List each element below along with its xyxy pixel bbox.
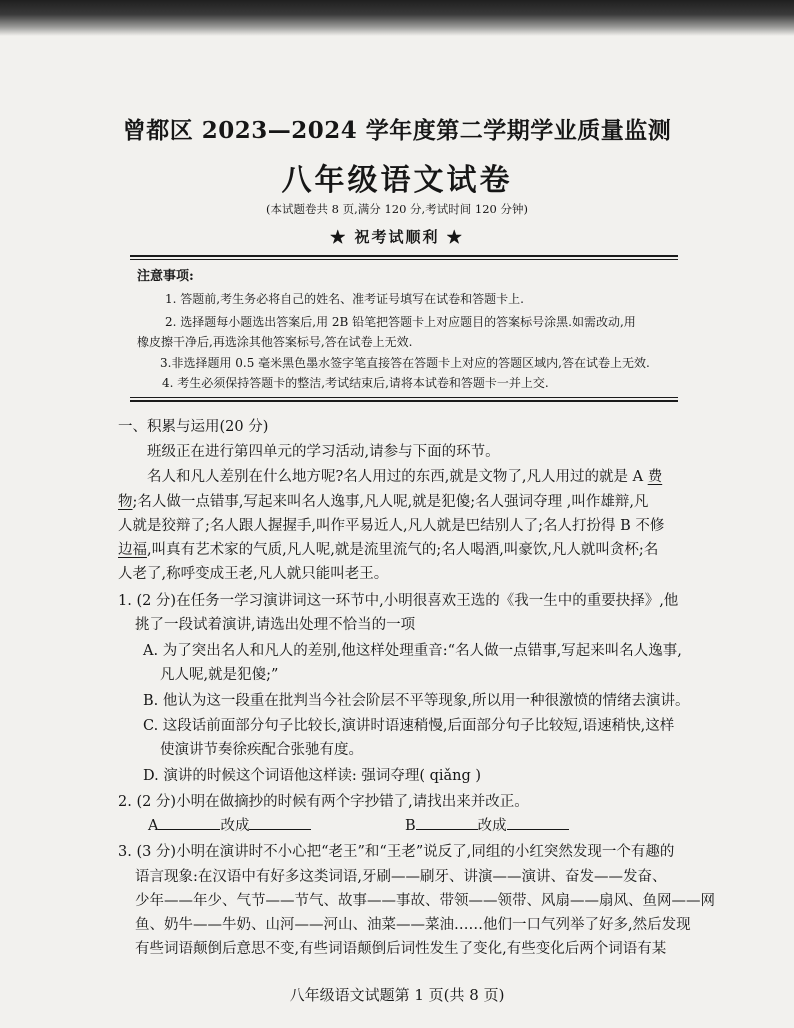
q2-fix-label: 改成 [220, 818, 250, 834]
q1-option-a: A. 为了突出名人和凡人的差别,他这样处理重音:“名人做一点错事,写起来叫名人逸事, [143, 643, 682, 659]
q1-option-c-cont: 使演讲节奏徐疾配合张驰有度。 [160, 742, 363, 758]
section1-heading: 一、积累与运用(20 分) [118, 419, 269, 435]
q3-line-5: 有些词语颠倒后意思不变,有些词语颠倒后词性发生了变化,有些变化后两个词语有某 [135, 941, 667, 957]
passage-underlined-b: 边福 [118, 542, 147, 558]
notice-line-5: 4. 考生必须保持答题卡的整洁,考试结束后,请将本试卷和答题卡一并上交. [162, 376, 549, 390]
q3-line-3: 少年——年少、气节——节气、故事——事故、带领——领带、风扇——扇风、鱼网——网 [135, 893, 715, 909]
passage-line-5: 人老了,称呼变成王老,凡人就只能叫老王。 [118, 566, 389, 582]
good-luck-banner: ★ 祝考试顺利 ★ [330, 228, 464, 246]
exam-note: (本试题卷共 8 页,满分 120 分,考试时间 120 分钟) [266, 202, 528, 216]
q1-option-a-cont: 凡人呢,就是犯傻;” [160, 667, 279, 683]
q3-line-4: 鱼、奶牛——牛奶、山河——河山、油菜——菜油……他们一口气列举了好多,然后发现 [135, 917, 691, 933]
q2-blank-b-correct[interactable] [507, 815, 569, 830]
q3-line-2: 语言现象:在汉语中有好多这类词语,牙刷——刷牙、讲演——演讲、奋发——发奋、 [135, 869, 667, 885]
passage-line-1 [147, 465, 662, 486]
q1-stem-line-2: 挑了一段试着演讲,请选出处理不恰当的一项 [135, 617, 416, 633]
q1-option-d: D. 演讲的时候这个词语他这样读: 强词夺理( qiǎng ) [143, 768, 482, 784]
page-footer: 八年级语文试题第 1 页(共 8 页) [289, 986, 505, 1004]
notice-line-3: 橡皮擦干净后,再选涂其他答案标号,答在试卷上无效. [137, 335, 413, 349]
q2-stem: 2. (2 分)小明在做摘抄的时候有两个字抄错了,请找出来并改正。 [118, 794, 529, 810]
notice-bottom-rule-thick [130, 400, 678, 402]
notice-line-1: 1. 答题前,考生务必将自己的姓名、准考证号填写在试卷和答题卡上. [165, 292, 524, 306]
q2-blank-b-wrong[interactable] [416, 815, 478, 830]
passage-line-3: 人就是狡辩了;名人跟人握握手,叫作平易近人,凡人就是巴结别人了;名人打扮得 B 不修 [118, 518, 665, 534]
q2-fix-label: 改成 [477, 818, 507, 834]
q2-blank-a-correct[interactable] [249, 815, 311, 830]
notice-top-rule-thin [130, 259, 678, 260]
passage-text: ;名人做一点错事,写起来叫名人逸事,凡人呢,就是犯傻;名人强词夺理 ,叫作雄辩,凡 [132, 494, 649, 510]
passage-line-4 [118, 538, 658, 559]
passage-text: ,叫真有艺术家的气质,凡人呢,就是流里流气的;名人喝酒,叫豪饮,凡人就叫贪杯;名 [147, 542, 659, 558]
scan-top-shadow [0, 0, 794, 36]
passage-line-2 [118, 490, 648, 511]
exam-title: 曾都区 2023—2024 学年度第二学期学业质量监测 [122, 117, 672, 144]
passage-underlined-a: 费 [647, 469, 663, 485]
q1-option-c: C. 这段话前面部分句子比较长,演讲时语速稍慢,后面部分句子比较短,语速稍快,这样 [143, 718, 675, 734]
notice-title: 注意事项: [137, 269, 194, 284]
q2-answer-row-b [405, 814, 569, 835]
q2-answer-row [148, 814, 311, 835]
notice-line-2: 2. 选择题每小题选出答案后,用 2B 铅笔把答题卡上对应题目的答案标号涂黑.如需改动,用 [165, 315, 636, 329]
notice-line-4: 3.非选择题用 0.5 毫米黑色墨水签字笔直接答在答题卡上对应的答题区域内,答在试卷上无效. [160, 356, 650, 370]
q2-blank-a-wrong[interactable] [158, 815, 220, 830]
section1-intro: 班级正在进行第四单元的学习活动,请参与下面的环节。 [147, 444, 500, 460]
passage-underlined-a-cont: 物 [118, 494, 133, 510]
notice-bottom-rule [130, 397, 678, 398]
subject-title: 八年级语文试卷 [281, 163, 513, 198]
q1-option-b: B. 他认为这一段重在批判当今社会阶层不平等现象,所以用一种很激愤的情绪去演讲。 [143, 693, 690, 709]
q2-label-b: B [405, 818, 416, 834]
notice-top-rule [130, 255, 678, 257]
q2-label-a: A [148, 818, 159, 834]
q1-stem-line-1: 1. (2 分)在任务一学习演讲词这一环节中,小明很喜欢王选的《我一生中的重要抉择》,他 [118, 593, 679, 609]
passage-text: 名人和凡人差别在什么地方呢?名人用过的东西,就是文物了,凡人用过的就是 A [147, 469, 648, 485]
q3-line-1: 3. (3 分)小明在演讲时不小心把“老王”和“王老”说反了,同组的小红突然发现一个有趣的 [118, 844, 675, 860]
